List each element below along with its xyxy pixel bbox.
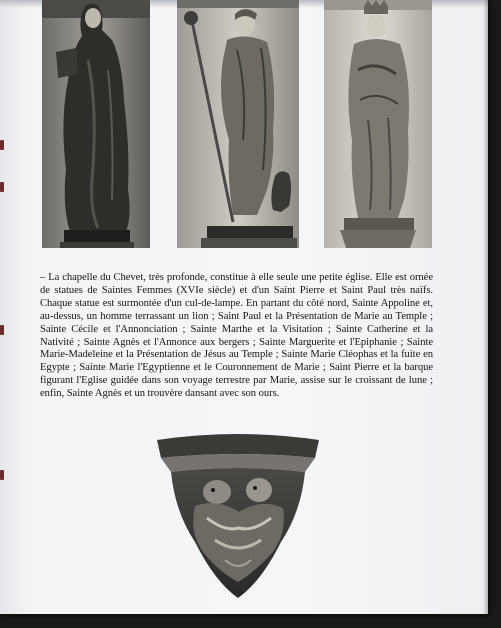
corbel-photo-man-wrestling-lion xyxy=(155,432,321,600)
binding-marks xyxy=(0,140,6,500)
paragraph-chapelle-du-chevet: – La chapelle du Chevet, très profonde, constitue à elle seule une petite église. Elle est ornée de statues de Saintes Femmes (XVIe siècle) et d'un Saint Pierre et Saint Paul très naïfs. Chaque statue est surmontée d'un cul-de-lampe. En partant du côté nord, Sainte Appoline et, au-dessus, un homme terrassant un lion ; Saint Paul et la Présentation de Marie au Temple ; Sainte Cécile et l'Annonciation ; Sainte Marthe et la Visitation ; Sainte Catherine et la Nativité ; Sainte Agnès et l'Annonce aux bergers ; Sainte Marguerite et l'Epiphanie ; Sainte Marie-Madeleine et la Présentation de Jésus au Temple ; Sainte Marie Cléophas et la fuite en Egypte ; Sainte Marie l'Egyptienne et le Couronnement de Marie ; Saint Pierre et la barque figurant l'Eglise guidée dans son voyage terrestre par Marie, assise sur le croissant de lune ; enfin, Sainte Agnès et un trouvère dansant avec son ours. xyxy=(40,272,433,400)
statue-photo-crowned-saint xyxy=(324,0,432,248)
body-text xyxy=(40,272,433,401)
statue-photo-saint-woman-with-book xyxy=(42,0,150,248)
statue-photo-pilgrim-with-dog xyxy=(177,0,299,248)
